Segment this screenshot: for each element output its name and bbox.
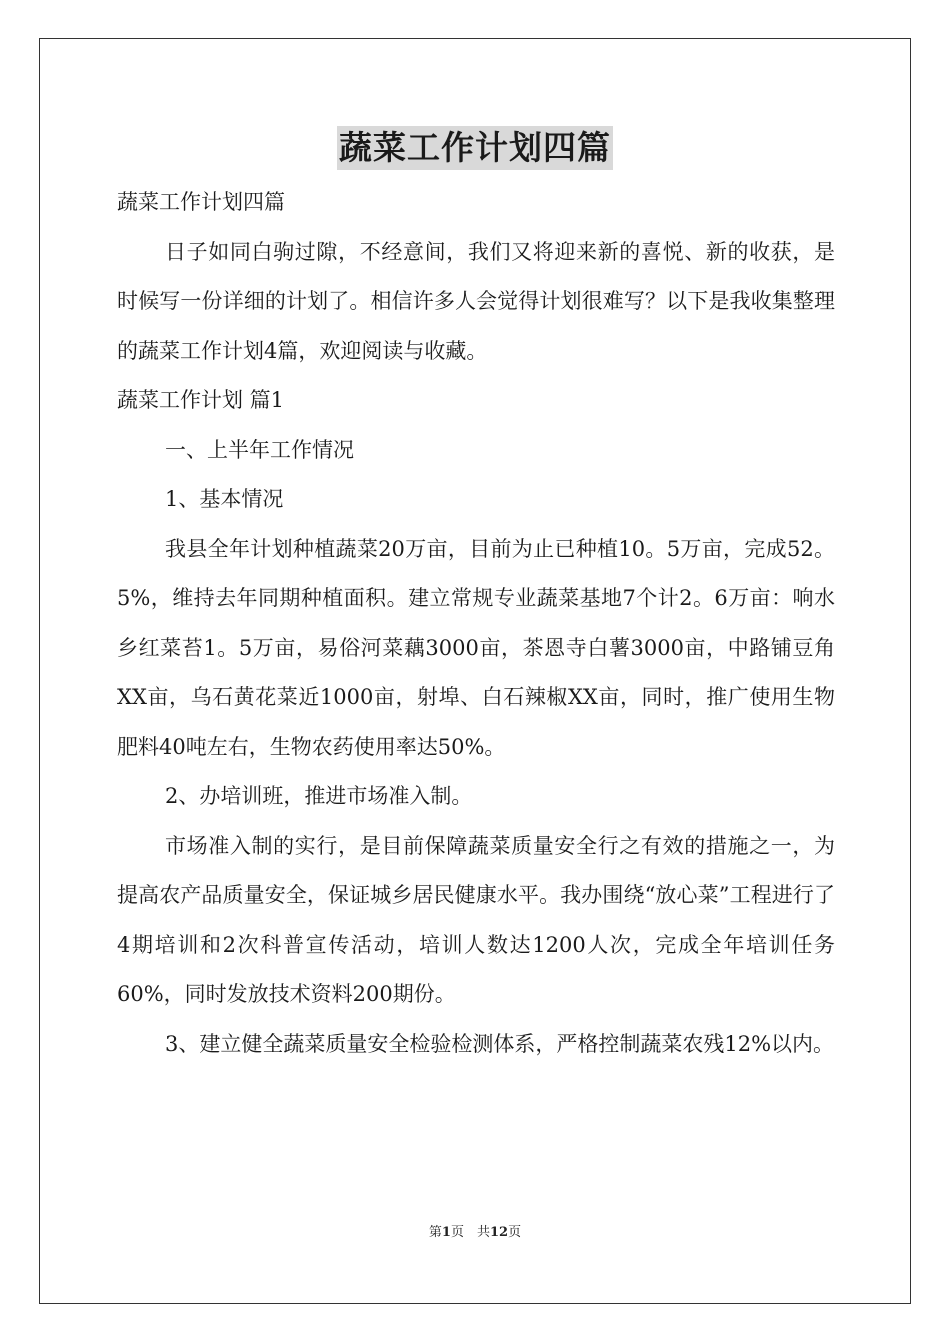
footer-suffix: 页 [508, 1225, 522, 1240]
paragraph-4: 1、基本情况 [165, 487, 284, 511]
paragraph-0: 蔬菜工作计划四篇 [117, 190, 285, 214]
page-footer [0, 1221, 950, 1240]
footer-prefix: 第 [428, 1225, 442, 1240]
document-body [117, 178, 835, 1069]
paragraph-6: 2、办培训班，推进市场准入制。 [165, 784, 473, 808]
paragraph-7: 市场准入制的实行，是目前保障蔬菜质量安全行之有效的措施之一，为提高农产品质量安全，保证城乡居民健康水平。我办围绕“放心菜”工程进行了4期培训和2次科普宣传活动，培训人数达1200人次，完成全年培训任务60%，同时发放技术资料200期份。 [117, 833, 835, 1006]
footer-page-current: 1 [441, 1225, 451, 1240]
paragraph-3: 一、上半年工作情况 [165, 437, 354, 462]
footer-mid: 页 共 [450, 1225, 490, 1240]
document-title-container [0, 126, 950, 170]
footer-page-total: 12 [489, 1225, 509, 1240]
paragraph-2: 蔬菜工作计划 篇1 [117, 388, 285, 412]
paragraph-5: 我县全年计划种植蔬菜20万亩，目前为止已种植10。5万亩，完成52。5%，维持去年同期种植面积。建立常规专业蔬菜基地7个计2。6万亩：响水乡红菜苔1。5万亩，易俗河菜藕3000亩，茶恩寺白薯3000亩，中路铺豆角XX亩，乌石黄花菜近1000亩，射埠、白石辣椒XX亩，同时，推广使用生物肥料40吨左右，生物农药使用率达50%。 [117, 536, 835, 759]
paragraph-1: 日子如同白驹过隙，不经意间，我们又将迎来新的喜悦、新的收获，是时候写一份详细的计划了。相信许多人会觉得计划很难写？以下是我收集整理的蔬菜工作计划4篇，欢迎阅读与收藏。 [117, 239, 835, 363]
document-title: 蔬菜工作计划四篇 [337, 126, 613, 170]
paragraph-8: 3、建立健全蔬菜质量安全检验检测体系，严格控制蔬菜农残12%以内。 [165, 1031, 835, 1056]
